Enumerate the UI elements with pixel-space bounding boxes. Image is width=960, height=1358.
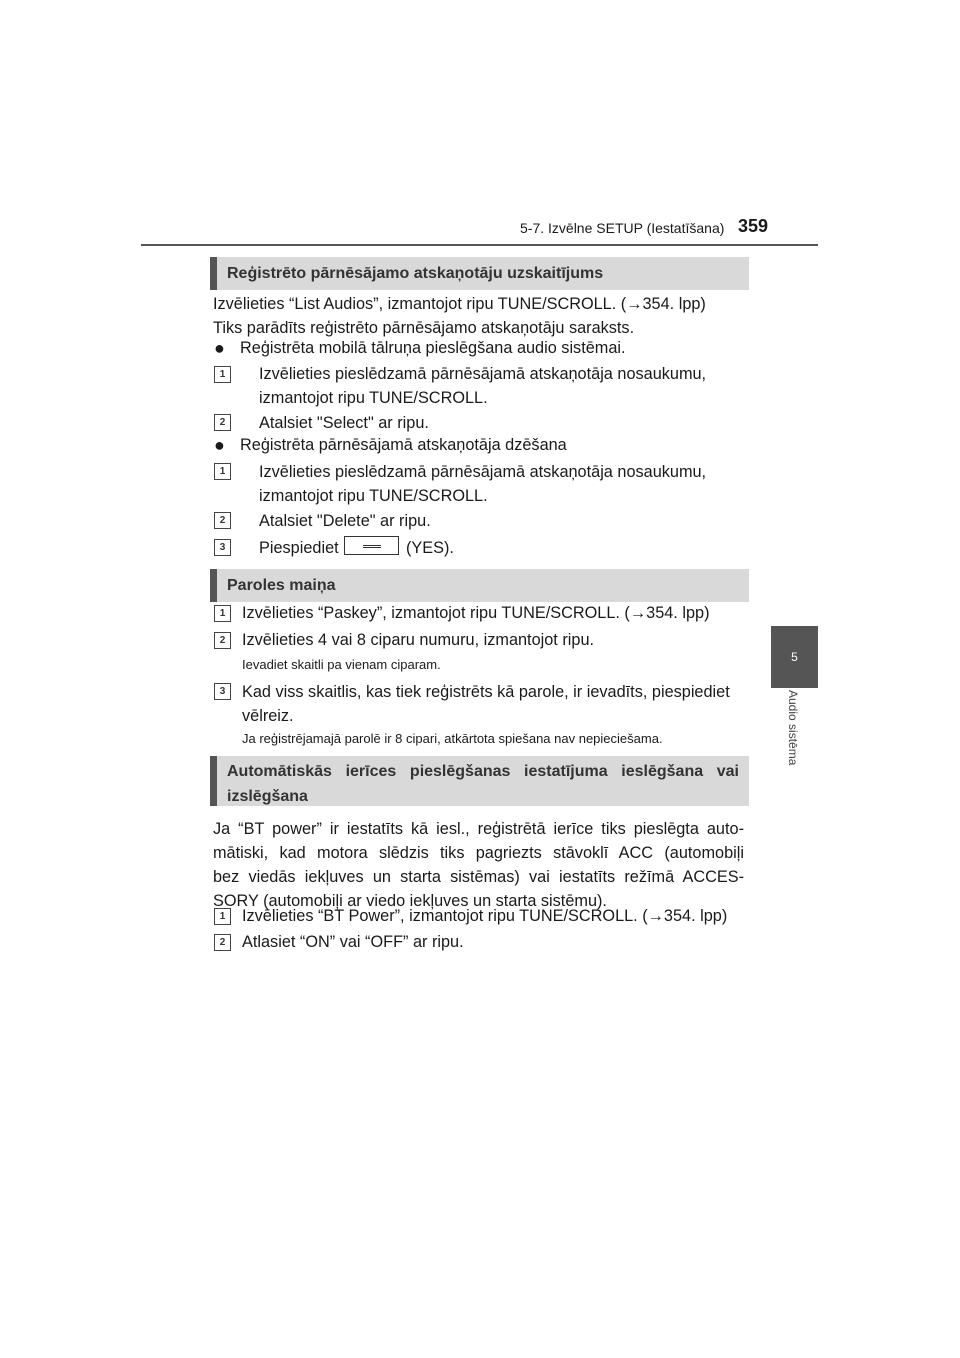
page-number: 359 (738, 216, 769, 236)
step-text: Atalsiet "Delete" ar ripu. (259, 512, 431, 530)
step-text: Piespiediet (259, 539, 339, 557)
step-text: Izvēlieties “BT Power”, izmantojot ripu TUNE/SCROLL. (→354. lpp) (242, 907, 728, 925)
step-number-icon: 1 (214, 463, 231, 480)
step-text: (YES). (406, 539, 454, 557)
step-number-icon: 2 (214, 934, 231, 951)
header-rule (141, 244, 818, 246)
paragraph: mātiski, kad motora slēdzis tiks pagriezts stāvoklī ACC (automobiļi (213, 844, 744, 862)
step-text: Izvēlieties “Paskey”, izmantojot ripu TUNE/SCROLL. (→354. lpp) (242, 604, 710, 622)
step-text: izmantojot ripu TUNE/SCROLL. (259, 487, 488, 505)
step-text: Izvēlieties 4 vai 8 ciparu numuru, izmantojot ripu. (242, 631, 595, 649)
step-text: izmantojot ripu TUNE/SCROLL. (259, 389, 488, 407)
enter-key-icon (344, 536, 399, 555)
step-number-icon: 1 (214, 605, 231, 622)
section-heading-auto-connect (210, 756, 749, 806)
step-text: Kad viss skaitlis, kas tiek reģistrēts kā parole, ir ievadīts, piespiediet (242, 683, 730, 701)
step-number-icon: 3 (214, 683, 231, 700)
step-number-icon: 1 (214, 366, 231, 383)
bullet-icon: ● (214, 435, 225, 455)
step-text: Izvēlieties pieslēdzamā pārnēsājamā atskaņotāja nosaukumu, (259, 463, 707, 481)
paragraph: bez viedās iekļuves un starta sistēmas) vai iestatīts režīmā ACCES- (213, 868, 744, 886)
step-text: Atalsiet "Select" ar ripu. (259, 414, 429, 432)
step-number-icon: 2 (214, 632, 231, 649)
chapter-tab (771, 626, 818, 688)
paragraph: SORY (automobiļi ar viedo iekļuves un starta sistēmu). (213, 892, 607, 910)
step-text: vēlreiz. (242, 707, 294, 725)
section-heading-passkey: Paroles maiņa (210, 569, 749, 602)
running-header: 5-7. Izvēlne SETUP (Iestatīšana) (520, 220, 725, 236)
step-text: Izvēlieties pieslēdzamā pārnēsājamā atskaņotāja nosaukumu, (259, 365, 707, 383)
bullet-text: Reģistrēta mobilā tālruņa pieslēgšana audio sistēmai. (240, 339, 626, 357)
step-number-icon: 1 (214, 908, 231, 925)
section-heading-line: Automātiskās ierīces pieslēgšanas iestatījuma ieslēgšana vai (227, 763, 739, 780)
chapter-label-text: Audio sistēma (786, 690, 800, 766)
step-text: Atlasiet “ON” vai “OFF” ar ripu. (242, 933, 464, 951)
bullet-icon: ● (214, 338, 225, 358)
step-note: Ievadiet skaitli pa vienam ciparam. (242, 657, 441, 672)
bullet-text: Reģistrēta pārnēsājamā atskaņotāja dzēšana (240, 436, 567, 454)
step-number-icon: 2 (214, 414, 231, 431)
chapter-number: 5 (791, 650, 798, 664)
paragraph: Ja “BT power” ir iestatīts kā iesl., reģistrētā ierīce tiks pieslēgta auto- (213, 820, 744, 838)
chapter-label (784, 690, 804, 800)
paragraph: Tiks parādīts reģistrēto pārnēsājamo atskaņotāju saraksts. (213, 319, 635, 337)
section-heading-line: izslēgšana (227, 788, 308, 805)
paragraph: Izvēlieties “List Audios”, izmantojot ripu TUNE/SCROLL. (→354. lpp) (213, 295, 706, 313)
step-note: Ja reģistrējamajā parolē ir 8 cipari, atkārtota spiešana nav nepieciešama. (242, 731, 663, 746)
step-number-icon: 3 (214, 539, 231, 556)
section-heading-registered-players: Reģistrēto pārnēsājamo atskaņotāju uzskaitījums (210, 257, 749, 290)
step-number-icon: 2 (214, 512, 231, 529)
